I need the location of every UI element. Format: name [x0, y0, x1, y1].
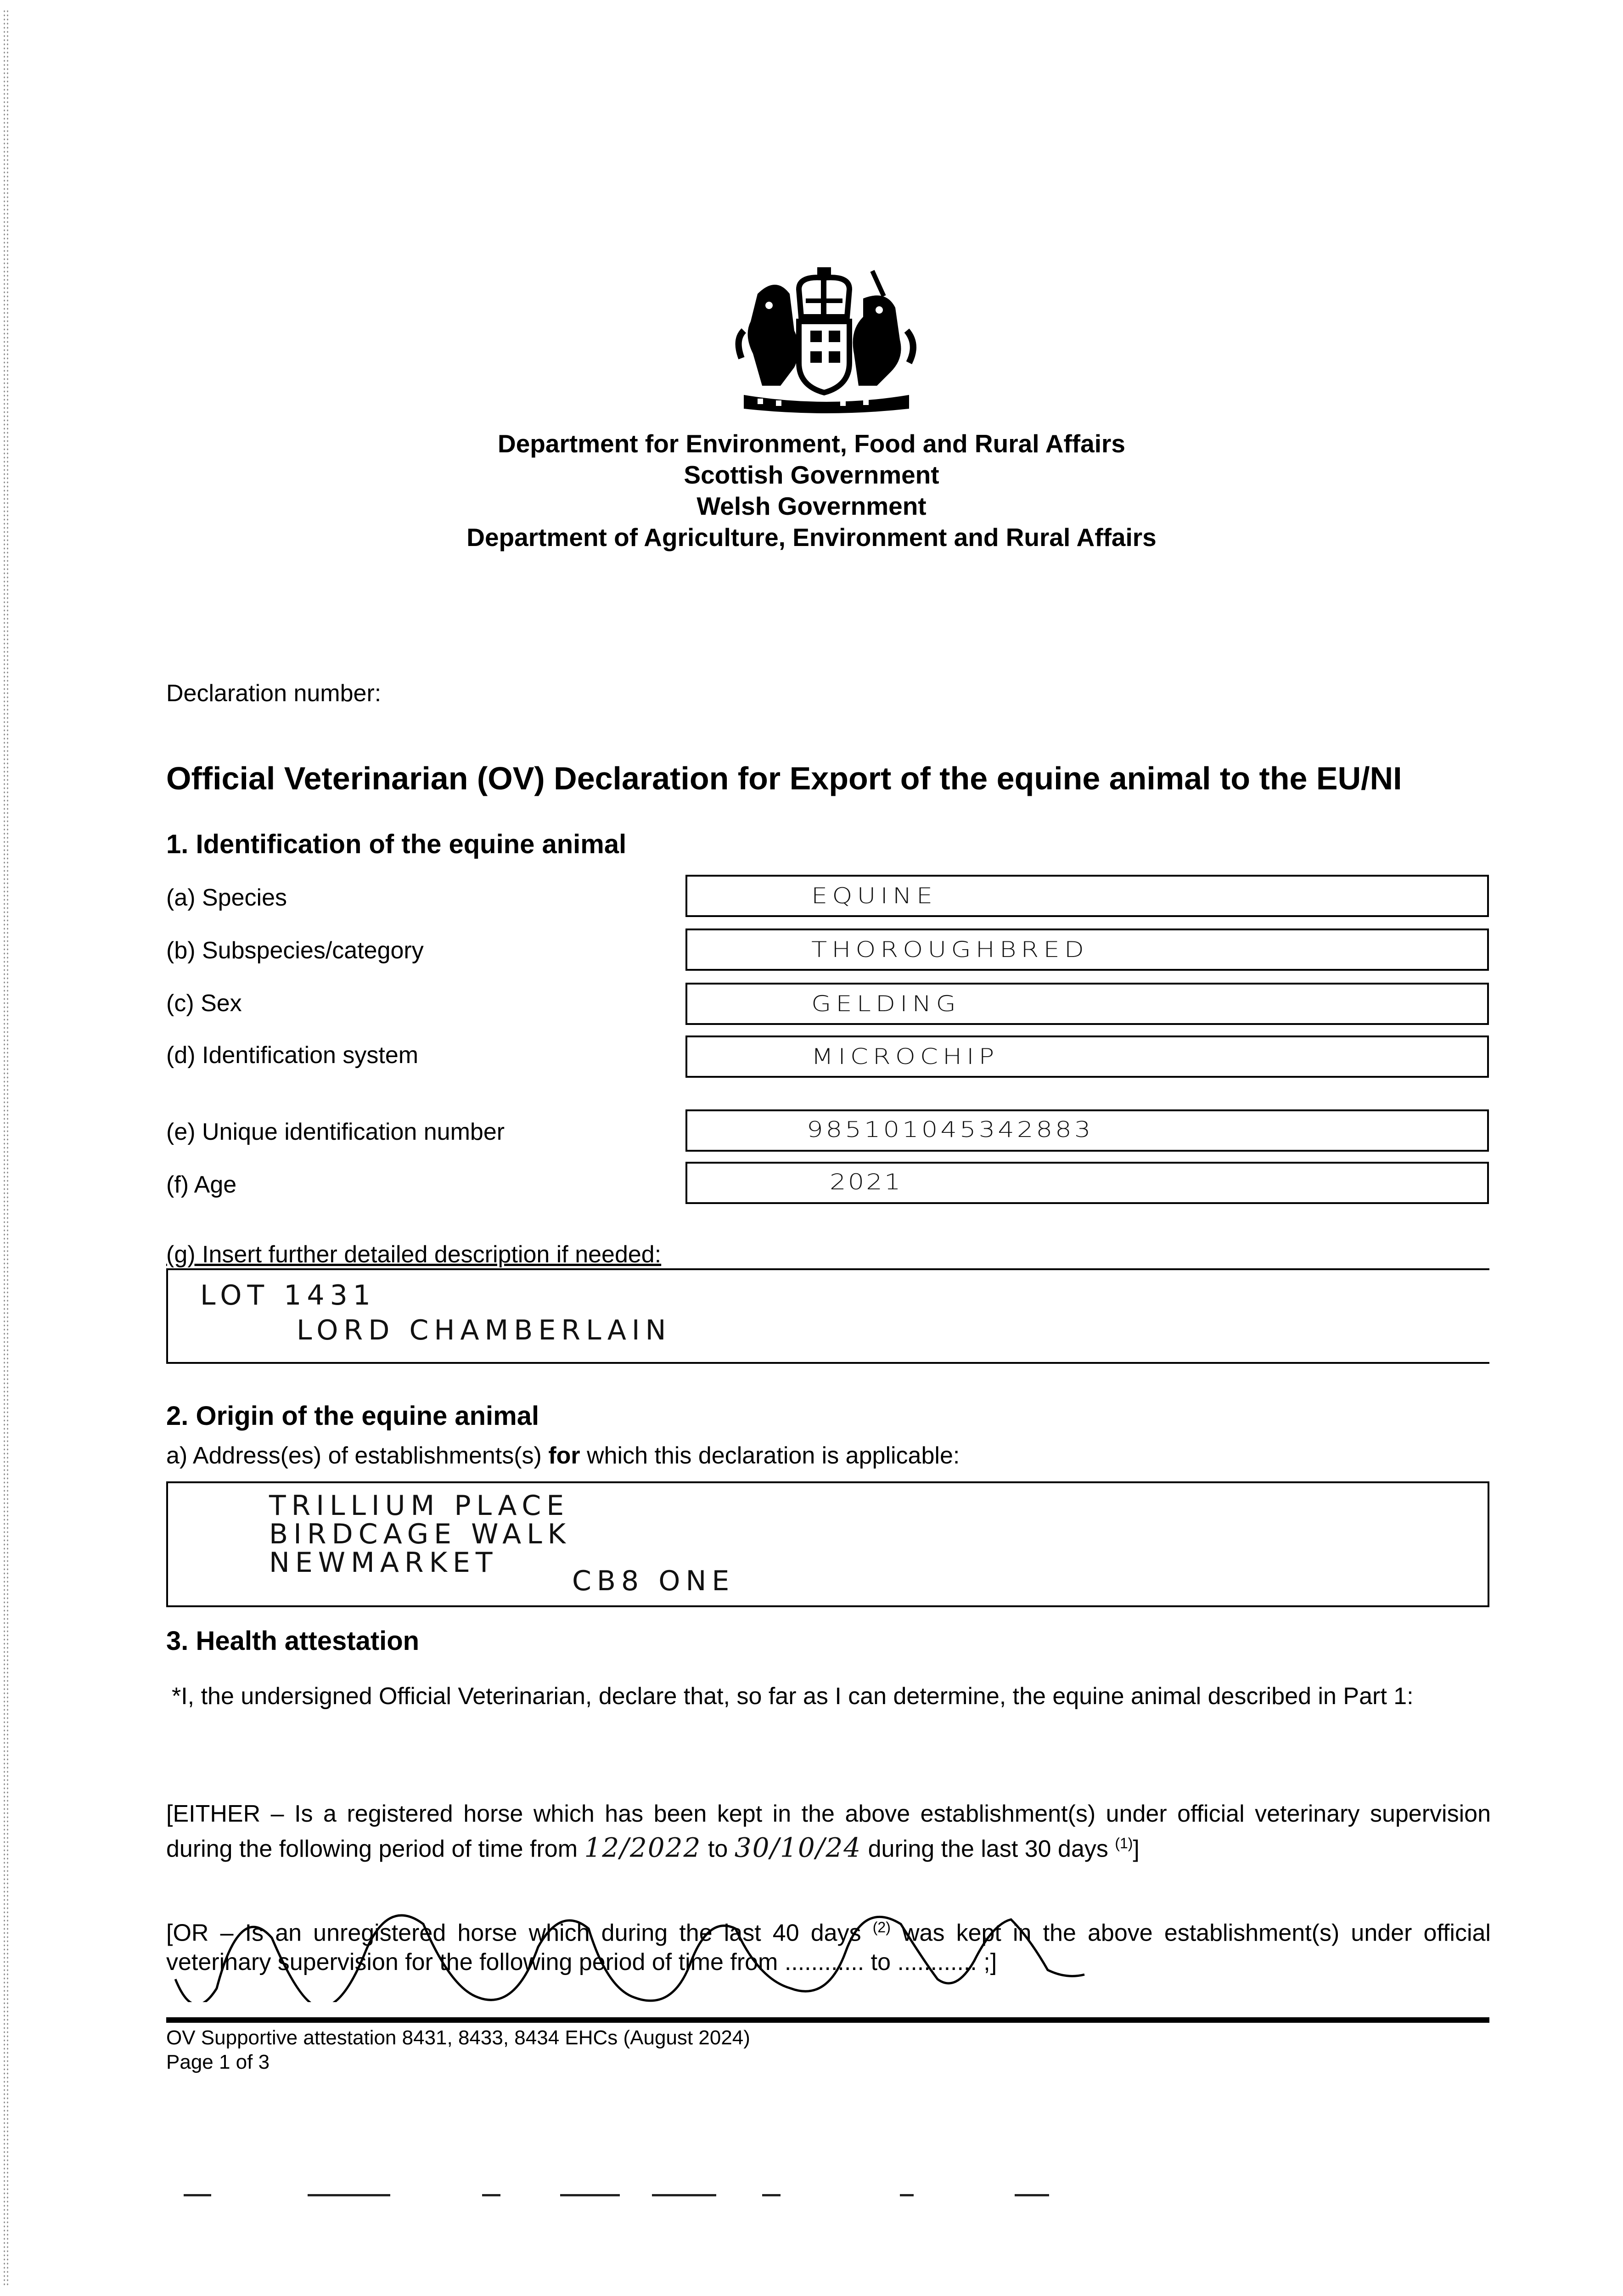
declaration-number-field[interactable] — [404, 679, 680, 708]
footer-form-reference: OV Supportive attestation 8431, 8433, 8434 EHCs (August 2024) — [166, 2026, 750, 2049]
unique-id-value: 985101045342883 — [807, 1117, 1094, 1143]
further-description-line-2: LORD CHAMBERLAIN — [297, 1314, 672, 1346]
scan-artifact — [652, 2194, 716, 2196]
section-3-heading: 3. Health attestation — [166, 1626, 420, 1656]
or-text-2: was kept in the above establishment(s) under official veterinary supervision for the following period of time from ............ to ............ ;] — [166, 1919, 1491, 1976]
page-title: Official Veterinarian (OV) Declaration for Export of the equine animal to the EU/NI — [166, 760, 1402, 796]
address-postcode: CB8 ONE — [572, 1565, 735, 1597]
health-attestation-intro: *I, the undersigned Official Veterinarian, declare that, so far as I can determine, the equine animal described in Part 1: — [172, 1683, 1414, 1710]
unique-id-field[interactable] — [685, 1109, 1489, 1152]
department-line-welsh-gov: Welsh Government — [696, 492, 927, 520]
royal-crest-icon — [725, 262, 927, 413]
establishment-address-field[interactable] — [166, 1481, 1489, 1607]
either-to-date[interactable]: 30/10/24 — [734, 1832, 862, 1863]
either-text-4: ] — [1133, 1835, 1140, 1863]
scan-artifact — [900, 2194, 914, 2196]
scan-artifact — [184, 2194, 211, 2196]
either-text-3: during the last 30 days — [861, 1835, 1115, 1863]
scan-artifact — [1015, 2194, 1049, 2196]
field-label-unique-id: (e) Unique identification number — [166, 1119, 505, 1145]
address-label-pre: a) Address(es) of establishments(s) — [166, 1442, 549, 1469]
address-line-3: NEWMARKET — [269, 1547, 498, 1579]
scan-edge-artifact — [3, 9, 9, 2287]
field-label-species: (a) Species — [166, 884, 287, 911]
sex-value: GELDING — [811, 991, 960, 1017]
scan-artifact — [308, 2194, 390, 2196]
section-2-heading: 2. Origin of the equine animal — [166, 1401, 539, 1431]
address-label-post: which this declaration is applicable: — [580, 1442, 960, 1469]
subspecies-value: THOROUGHBRED — [811, 937, 1089, 963]
department-line-daera: Department of Agriculture, Environment and Rural Affairs — [466, 523, 1157, 551]
address-label-bold: for — [548, 1442, 580, 1469]
subspecies-field[interactable] — [685, 929, 1489, 971]
species-value: EQUINE — [811, 883, 938, 909]
footer-divider — [166, 2017, 1489, 2023]
address-label — [166, 1442, 960, 1469]
department-line-defra: Department for Environment, Food and Rural Affairs — [498, 429, 1125, 458]
either-text-2: to — [701, 1835, 735, 1863]
address-line-1: TRILLIUM PLACE — [269, 1490, 570, 1522]
field-label-age: (f) Age — [166, 1171, 237, 1198]
further-description-line-1: LOT 1431 — [200, 1279, 376, 1311]
address-line-2: BIRDCAGE WALK — [269, 1518, 571, 1550]
species-field[interactable] — [685, 875, 1489, 917]
scan-artifact — [482, 2194, 500, 2196]
either-clause — [166, 1799, 1491, 1863]
either-text-1: [EITHER – Is a registered horse which has been kept in the above establishment(s) under official veterinary supervision during the following period of time from — [166, 1801, 1491, 1863]
field-label-identification-system: (d) Identification system — [166, 1042, 419, 1069]
either-from-date[interactable]: 12/2022 — [584, 1832, 702, 1863]
footer-page-number: Page 1 of 3 — [166, 2051, 270, 2073]
identification-system-field[interactable] — [685, 1035, 1489, 1078]
declaration-number-label: Declaration number: — [166, 680, 382, 707]
department-line-scottish-gov: Scottish Government — [684, 461, 939, 489]
age-value: 2021 — [830, 1169, 903, 1195]
or-text-1: [OR – Is an unregistered horse which during the last 40 days — [166, 1919, 873, 1947]
scan-artifact — [762, 2194, 781, 2196]
field-label-subspecies: (b) Subspecies/category — [166, 937, 424, 964]
scan-artifact — [560, 2194, 620, 2196]
further-description-label: (g) Insert further detailed description if needed: — [166, 1241, 662, 1268]
or-footnote: (2) — [872, 1919, 891, 1936]
sex-field[interactable] — [685, 983, 1489, 1025]
age-field[interactable] — [685, 1162, 1489, 1204]
further-description-field[interactable] — [166, 1268, 1489, 1364]
identification-system-value: MICROCHIP — [811, 1044, 999, 1070]
or-clause — [166, 1913, 1491, 1977]
section-1-heading: 1. Identification of the equine animal — [166, 829, 627, 859]
either-footnote: (1) — [1115, 1835, 1133, 1851]
field-label-sex: (c) Sex — [166, 990, 242, 1017]
